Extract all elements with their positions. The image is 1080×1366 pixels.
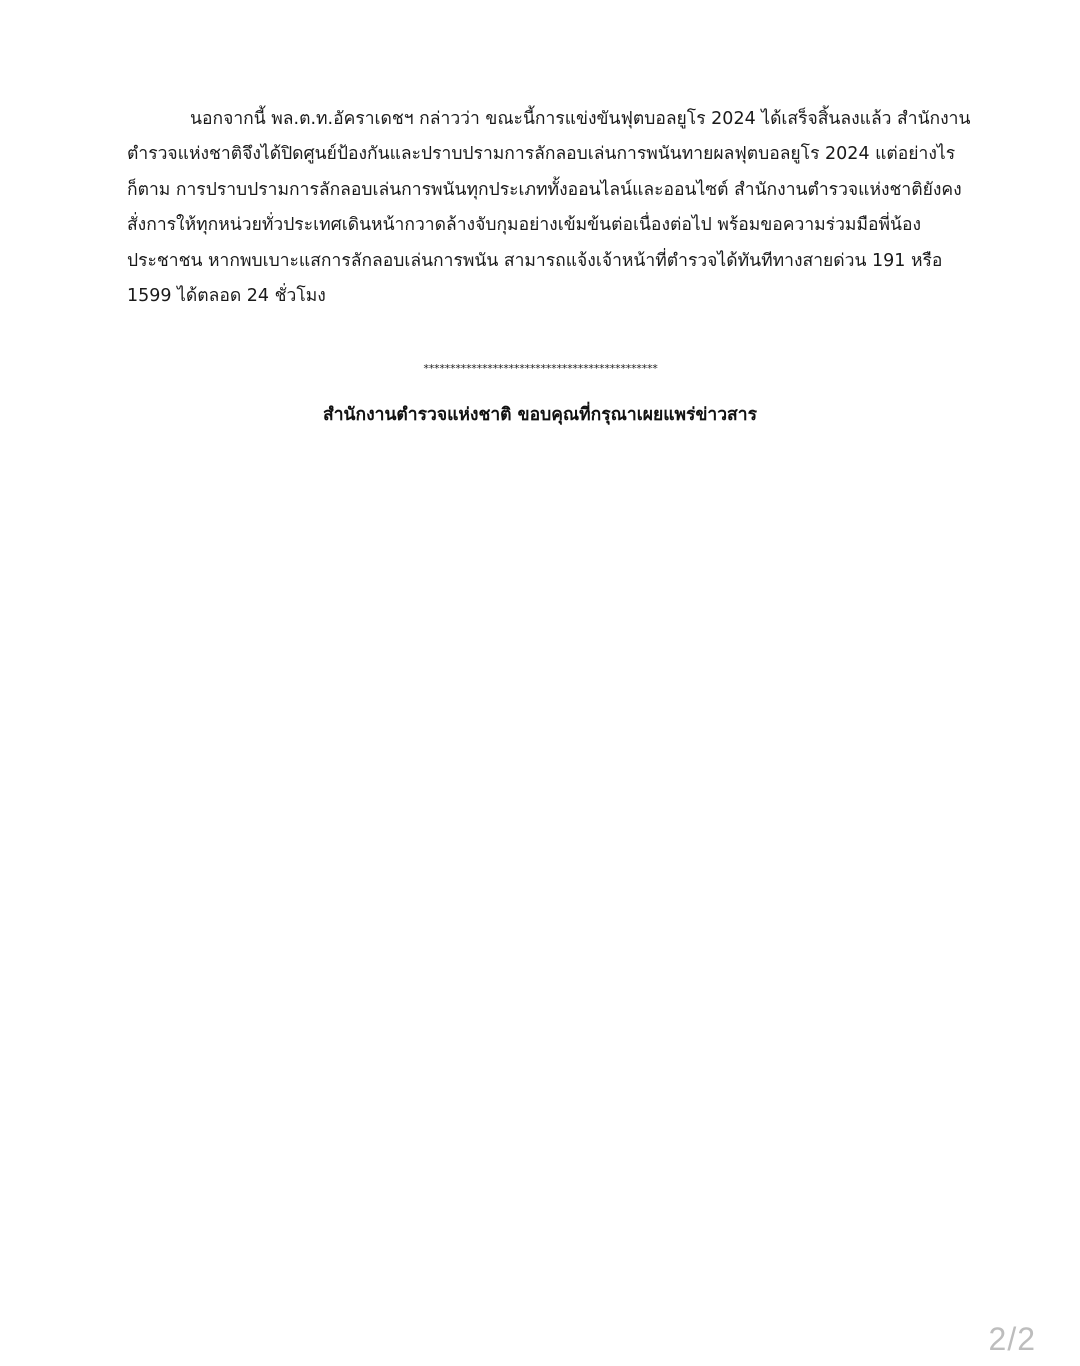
paragraph-line-3: ก็ตาม การปราบปรามการลักลอบเล่นการพนันทุกประเภททั้งออนไลน์และออนไซต์ สำนักงานตำรวจแห่งชาติยังคง	[127, 179, 962, 200]
paragraph-line-5: ประชาชน หากพบเบาะแสการลักลอบเล่นการพนัน สามารถแจ้งเจ้าหน้าที่ตำรวจได้ทันทีทางสายด่วน 191 หรือ	[127, 250, 943, 271]
paragraph-line-6: 1599 ได้ตลอด 24 ชั่วโมง	[127, 286, 326, 307]
paragraph-line-1: นอกจากนี้ พล.ต.ท.อัคราเดชฯ กล่าวว่า ขณะนี้การแข่งขันฟุตบอลยูโร 2024 ได้เสร็จสิ้นลงแล้ว สำนักงาน	[190, 109, 971, 129]
paragraph-line-2: ตำรวจแห่งชาติจึงได้ปิดศูนย์ป้องกันและปราบปรามการลักลอบเล่นการพนันทายผลฟุตบอลยูโร 2024 แต่อย่างไร	[127, 144, 956, 165]
asterisk-separator: ********************************************	[422, 362, 658, 375]
page-indicator: 2/2	[988, 1321, 1036, 1357]
body-paragraph	[127, 102, 971, 314]
closing-statement: สำนักงานตำรวจแห่งชาติ ขอบคุณที่กรุณาเผยแพร่ข่าวสาร	[323, 405, 757, 425]
paragraph-line-4: สั่งการให้ทุกหน่วยทั่วประเทศเดินหน้ากวาดล้างจับกุมอย่างเข้มข้นต่อเนื่องต่อไป พร้อมขอความร่วมมือพี่น้อง	[127, 215, 922, 236]
